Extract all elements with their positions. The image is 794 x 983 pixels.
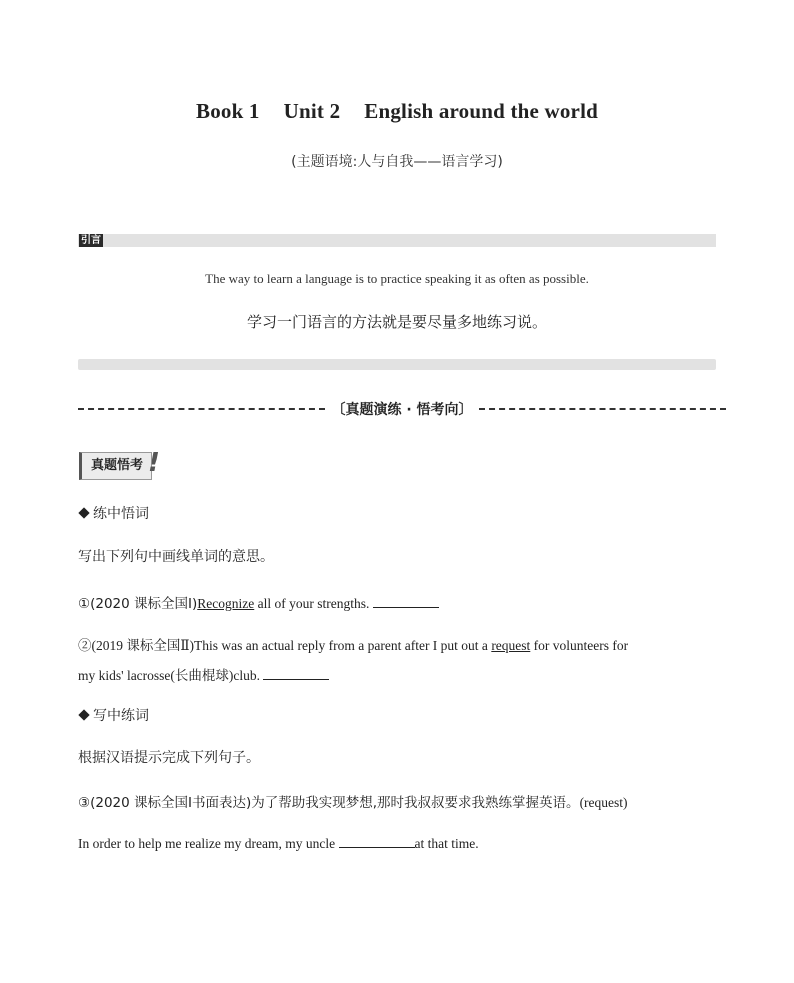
title-unit: Unit 2 (283, 99, 341, 123)
q2-word: request (491, 638, 531, 653)
dashed-rule-left (78, 408, 325, 410)
q3-answer-after: at that time. (414, 836, 479, 851)
q1-rest: all of your strengths. (254, 596, 373, 611)
part2-heading-text: 写中练词 (93, 708, 149, 724)
part1-heading-text: 练中悟词 (93, 506, 149, 522)
q1-answer-blank[interactable] (373, 595, 439, 608)
exclamation-icon: ! (148, 448, 160, 478)
part1-instruction: 写出下列句中画线单词的意思。 (78, 549, 274, 565)
q3-answer-before: In order to help me realize my dream, my uncle (78, 836, 339, 851)
q1-prefix: ①(2020 课标全国Ⅰ) (78, 596, 198, 612)
part2-heading (78, 705, 149, 725)
part1-heading (78, 503, 149, 523)
q2-line2-cn: 长曲棍球 (174, 668, 229, 684)
title-topic: English around the world (364, 99, 598, 123)
q3-prefix: ③(2020 课标全国Ⅰ书面表达) (78, 795, 252, 811)
diamond-bullet-icon (78, 507, 89, 518)
intro-tag: 引言 (81, 235, 101, 246)
question-1 (78, 592, 439, 612)
tag-label: 真题悟考 (79, 452, 152, 480)
part2-instruction: 根据汉语提示完成下列句子。 (78, 750, 260, 766)
diamond-bullet-icon (78, 709, 89, 720)
question-2-line2 (78, 664, 329, 684)
page-title (0, 99, 794, 124)
title-book: Book 1 (196, 99, 260, 123)
q3-chinese: 为了帮助我实现梦想,那时我叔叔要求我熟练掌握英语。 (251, 795, 580, 811)
intro-bottom-bar (78, 359, 716, 370)
intro-bar (78, 234, 716, 247)
q2-prefix: ②(2019 课标全国Ⅱ)This was an actual reply from a parent after I put out a (78, 638, 492, 653)
dashed-rule-right (479, 408, 726, 410)
page-subtitle: (主题语境:人与自我——语言学习) (291, 154, 503, 170)
quote-chinese: 学习一门语言的方法就是要尽量多地练习说。 (246, 313, 547, 331)
quote-english: The way to learn a language is to practice speaking it as often as possible. (205, 271, 589, 286)
q2-line2a: my kids' lacrosse( (78, 668, 175, 683)
q2-line2b: )club. (228, 668, 264, 683)
section-divider (78, 399, 726, 419)
question-2 (78, 634, 628, 654)
q2-answer-blank[interactable] (263, 667, 329, 680)
q3-answer-blank[interactable] (339, 835, 415, 848)
q2-rest: for volunteers for (530, 638, 629, 653)
q3-hint: (request) (579, 795, 628, 810)
question-3 (78, 791, 628, 811)
question-3-answer (78, 835, 479, 852)
q1-word: Recognize (197, 596, 255, 611)
section-title: 〔真题演练 · 悟考向〕 (331, 402, 473, 418)
